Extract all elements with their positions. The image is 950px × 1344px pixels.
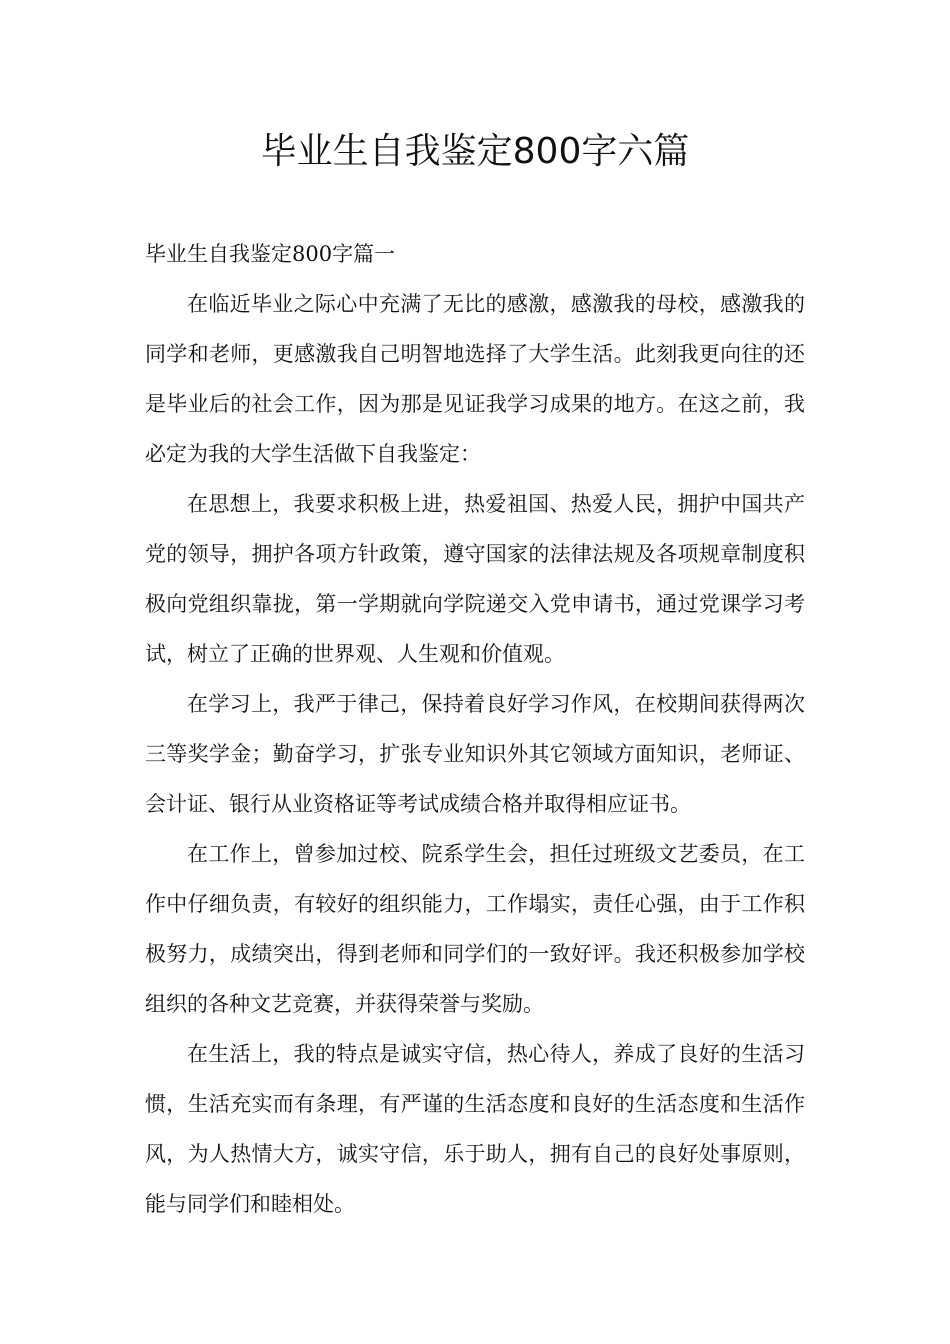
- paragraph-study: 在学习上，我严于律己，保持着良好学习作风，在校期间获得两次三等奖学金；勤奋学习，扩张专业知识外其它领域方面知识，老师证、会计证、银行从业资格证等考试成绩合格并取得相应证书。: [145, 692, 805, 816]
- section-heading: 毕业生自我鉴定800字篇一: [145, 242, 396, 266]
- document-body: [145, 229, 805, 1229]
- paragraph-ideology: 在思想上，我要求积极上进，热爱祖国、热爱人民，拥护中国共产党的领导，拥护各项方针政策，遵守国家的法律法规及各项规章制度积极向党组织靠拢，第一学期就向学院递交入党申请书，通过党课学习考试，树立了正确的世界观、人生观和价值观。: [145, 492, 805, 666]
- paragraph-life: 在生活上，我的特点是诚实守信，热心待人，养成了良好的生活习惯，生活充实而有条理，有严谨的生活态度和良好的生活态度和生活作风，为人热情大方，诚实守信，乐于助人，拥有自己的良好处事原则，能与同学们和睦相处。: [145, 1042, 805, 1216]
- paragraph-gratitude: 在临近毕业之际心中充满了无比的感激，感激我的母校，感激我的同学和老师，更感激我自己明智地选择了大学生活。此刻我更向往的还是毕业后的社会工作，因为那是见证我学习成果的地方。在这之前，我必定为我的大学生活做下自我鉴定：: [145, 292, 805, 466]
- paragraph-work: 在工作上，曾参加过校、院系学生会，担任过班级文艺委员，在工作中仔细负责，有较好的组织能力，工作塌实，责任心强，由于工作积极努力，成绩突出，得到老师和同学们的一致好评。我还积极参加学校组织的各种文艺竞赛，并获得荣誉与奖励。: [145, 842, 805, 1016]
- document-title: 毕业生自我鉴定800字六篇: [260, 131, 690, 172]
